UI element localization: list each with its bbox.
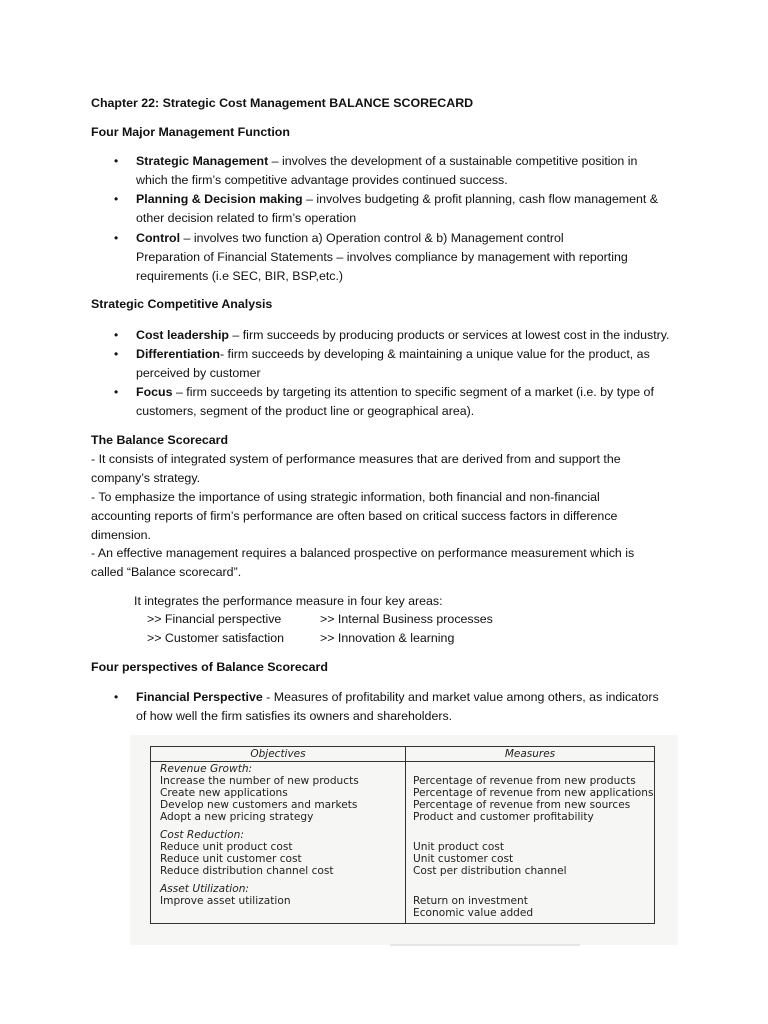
competitive-item: Cost leadership – firm succeeds by producing products or services at lowest cost in the industry. — [136, 328, 670, 342]
measure-cell: Percentage of revenue from new products — [413, 775, 636, 787]
objective-group: Asset Utilization: — [160, 883, 249, 895]
measure-cell: Cost per distribution channel — [413, 865, 567, 877]
competitive-item-cont: perceived by customer — [136, 366, 261, 380]
objective-cell: Improve asset utilization — [160, 895, 291, 907]
bullet-icon: • — [114, 690, 119, 704]
scorecard-line: dimension. — [91, 528, 151, 542]
scorecard-line: - An effective management requires a balanced prospective on performance measurement which is — [91, 546, 635, 560]
area-item: >> Financial perspective — [147, 612, 282, 626]
objective-cell: Create new applications — [160, 787, 288, 799]
bullet-icon: • — [114, 154, 119, 168]
scorecard-line: accounting reports of firm’s performance are often based on critical success factors in difference — [91, 509, 618, 523]
area-item: >> Customer satisfaction — [147, 631, 285, 645]
objective-cell: Reduce distribution channel cost — [160, 865, 334, 877]
perspectives-heading: Four perspectives of Balance Scorecard — [91, 660, 328, 674]
table-header-objectives: Objectives — [250, 748, 306, 760]
competitive-item-cont: customers, segment of the product line or geographical area). — [136, 404, 475, 418]
scorecard-line: - To emphasize the importance of using strategic information, both financial and non-financial — [91, 490, 600, 504]
competitive-item: Focus – firm succeeds by targeting its attention to specific segment of a market (i.e. by type of — [136, 385, 654, 399]
measure-cell: Economic value added — [413, 907, 534, 919]
bullet-icon: • — [114, 347, 119, 361]
measure-cell: Unit product cost — [413, 841, 505, 853]
function-item-cont: other decision related to firm’s operation — [136, 211, 357, 225]
objective-cell: Increase the number of new products — [160, 775, 359, 787]
scorecard-line: - It consists of integrated system of performance measures that are derived from and support the — [91, 452, 621, 466]
measure-cell: Percentage of revenue from new sources — [413, 799, 631, 811]
function-item: Control – involves two function a) Operation control & b) Management control — [136, 231, 564, 245]
measure-cell: Unit customer cost — [413, 853, 514, 865]
scorecard-line: company’s strategy. — [91, 471, 201, 485]
objective-cell: Adopt a new pricing strategy — [160, 811, 314, 823]
objectives-measures-table — [150, 746, 655, 924]
page-title: Chapter 22: Strategic Cost Management BALANCE SCORECARD — [91, 96, 474, 110]
measure-cell: Product and customer profitability — [413, 811, 594, 823]
function-item: Strategic Management – involves the development of a sustainable competitive position in — [136, 154, 638, 168]
integrates-line: It integrates the performance measure in four key areas: — [134, 594, 443, 608]
competitive-heading: Strategic Competitive Analysis — [91, 297, 273, 311]
objective-cell: Reduce unit product cost — [160, 841, 293, 853]
function-item-cont: requirements (i.e SEC, BIR, BSP,etc.) — [136, 269, 344, 283]
competitive-item: Differentiation- firm succeeds by developing & maintaining a unique value for the product, as — [136, 347, 650, 361]
measure-cell: Return on investment — [413, 895, 528, 907]
scorecard-line: called “Balance scorecard”. — [91, 565, 242, 579]
bullet-icon: • — [114, 328, 119, 342]
table-column-divider — [405, 747, 406, 923]
functions-heading: Four Major Management Function — [91, 125, 290, 139]
objective-cell: Develop new customers and markets — [160, 799, 358, 811]
perspective-item: Financial Perspective - Measures of profitability and market value among others, as indicators — [136, 690, 659, 704]
function-item-cont: which the firm’s competitive advantage provides continued success. — [136, 173, 508, 187]
bullet-icon: • — [114, 192, 119, 206]
objective-group: Revenue Growth: — [160, 763, 253, 775]
scan-artifact — [390, 944, 580, 946]
function-item: Planning & Decision making – involves budgeting & profit planning, cash flow management & — [136, 192, 659, 206]
objective-group: Cost Reduction: — [160, 829, 244, 841]
scorecard-heading: The Balance Scorecard — [91, 433, 229, 447]
perspective-item-cont: of how well the firm satisfies its owners and shareholders. — [136, 709, 453, 723]
objective-cell: Reduce unit customer cost — [160, 853, 302, 865]
area-item: >> Internal Business processes — [320, 612, 493, 626]
table-header-measures: Measures — [504, 748, 556, 760]
bullet-icon: • — [114, 231, 119, 245]
measure-cell: Percentage of revenue from new applications — [413, 787, 654, 799]
bullet-icon: • — [114, 385, 119, 399]
area-item: >> Innovation & learning — [320, 631, 455, 645]
function-item-cont: Preparation of Financial Statements – involves compliance by management with reporting — [136, 250, 628, 264]
